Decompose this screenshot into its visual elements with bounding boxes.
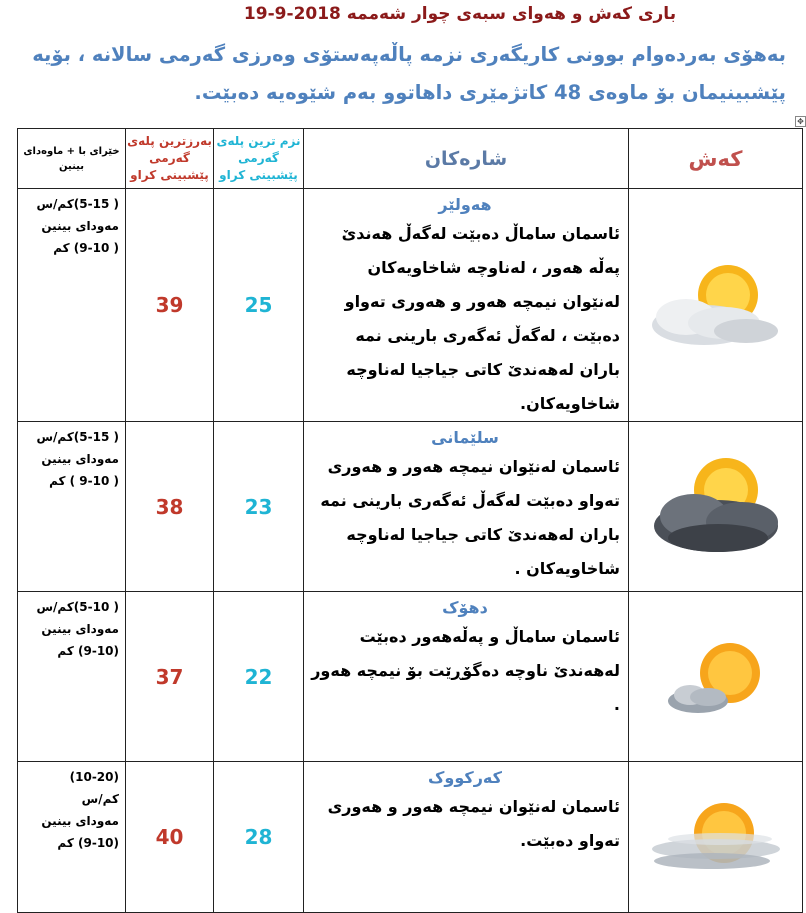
table-row (18, 422, 803, 592)
max-temp: 39 (126, 189, 214, 422)
page-title: باری کەش و هەوای سبەی چوار شەممە 2018-9-19 (243, 4, 677, 24)
wind-visibility: (10-20) کم/س مەودای بینین (9-10) کم (18, 762, 126, 913)
max-temp: 40 (126, 762, 214, 913)
city-name: کەرکووک (428, 768, 502, 787)
weather-cell (629, 422, 803, 592)
wind-visibility: ( 5-15)کم/س مەودای بینین ( 9-10 ) کم (18, 422, 126, 592)
city-cell (304, 189, 629, 422)
max-temp: 37 (126, 592, 214, 762)
forecast-table (17, 128, 803, 913)
min-temp: 22 (214, 592, 304, 762)
city-cell (304, 592, 629, 762)
forecast-description: ئاسمان ساماڵ و پەڵەهەور دەبێت لەهەندێ ناوچە دەگۆڕێت بۆ نیمچە هەور . (311, 627, 620, 714)
header-min-temp: نزم ترین پلەی گەرمی پێشبینی کراو (214, 129, 304, 189)
min-temp: 28 (214, 762, 304, 913)
header-cities: شارەکان (304, 129, 629, 189)
city-cell (304, 762, 629, 913)
weather-cell (629, 592, 803, 762)
city-name: دهۆک (442, 598, 488, 617)
forecast-description: ئاسمان لەنێوان نیمچە هەور و هەوری تەواو دەبێت لەگەڵ ئەگەری بارینی نمە باران لەهەندێ کاتی جیاجیا لەناوچە شاخاویەکان . (320, 457, 620, 578)
table-row (18, 189, 803, 422)
sun-small-cloud-icon (646, 627, 786, 727)
table-row (18, 762, 803, 913)
table-move-handle-icon[interactable]: ✥ (795, 116, 806, 127)
min-temp: 23 (214, 422, 304, 592)
wind-visibility: ( 5-15)کم/س مەودای بینین ( 9-10) کم (18, 189, 126, 422)
min-temp: 25 (214, 189, 304, 422)
max-temp: 38 (126, 422, 214, 592)
header-row (18, 129, 803, 189)
dark-cloud-sun-icon (646, 452, 786, 562)
forecast-description: ئاسمان ساماڵ دەبێت لەگەڵ هەندێ پەڵە هەور ، لەناوچە شاخاویەکان لەنێوان نیمچە هەور و هەوری تەواو دەبێت ، لەگەڵ ئەگەری بارینی نمە باران لەهەندێ کاتی جیاجیا لەناوچە شاخاویەکان. (341, 224, 620, 413)
header-weather: کەش (629, 129, 803, 189)
weather-cell (629, 189, 803, 422)
table-row (18, 592, 803, 762)
city-name: هەولێر (438, 195, 492, 214)
forecast-description: ئاسمان لەنێوان نیمچە هەور و هەوری تەواو دەبێت. (327, 797, 620, 850)
header-wind: خێرای با + ماوەدای بینین (18, 129, 126, 189)
intro-text: بەهۆی بەردەوام بوونی کاریگەری نزمە پاڵەپەستۆی وەرزی گەرمی سالانە ، بۆیە پێشبینیمان بۆ ماوەی 48 کاتژمێری داهاتوو بەم شێوەیە دەبێت. (32, 43, 786, 104)
header-max-temp: بەرزترین پلەی گەرمی پێشبینی کراو (126, 129, 214, 189)
sun-cloud-icon (646, 255, 786, 355)
hazy-sun-icon (646, 787, 786, 887)
city-name: سلێمانی (431, 428, 499, 447)
city-cell (304, 422, 629, 592)
wind-visibility: ( 5-10)کم/س مەودای بینین (9-10) کم (18, 592, 126, 762)
weather-cell (629, 762, 803, 913)
